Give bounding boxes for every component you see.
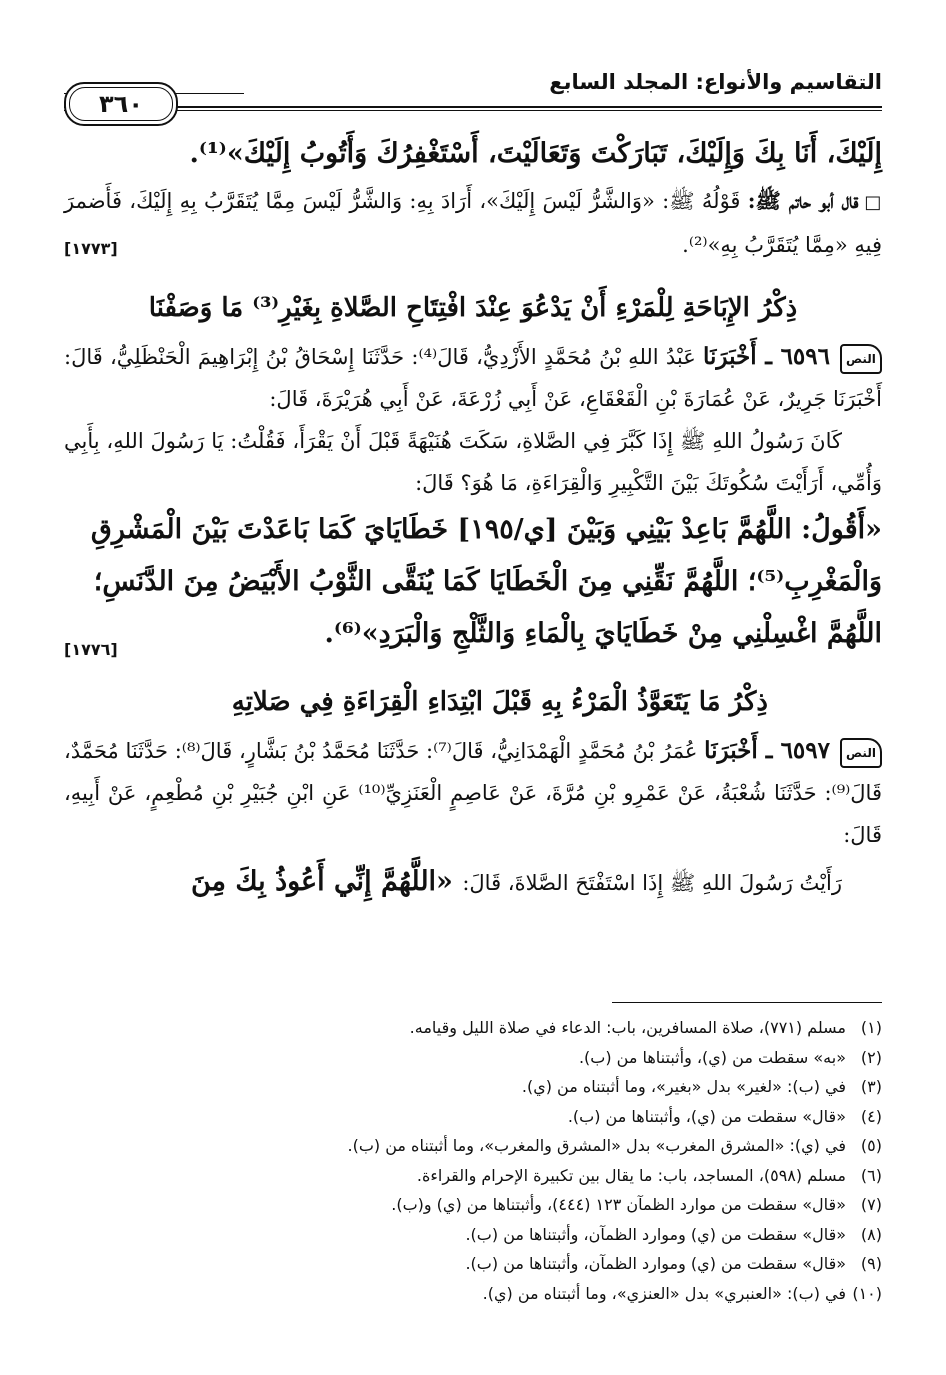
footnote-number: (٢) <box>860 1047 882 1067</box>
hadith-isnad <box>64 730 882 856</box>
page-number: ٣٦٠ <box>64 82 178 126</box>
isnad-text: عَبْدُ اللهِ بْنُ مُحَمَّدٍ الأَزْدِيُّ، قَالَ⁽⁴⁾: حَدَّثَنَا إِسْحَاقُ بْنُ إِبْرَاهِيمَ الْحَنْظَلِيُّ، قَالَ: أَخْبَرَنَا جَرِيرٌ، عَنْ عُمَارَةَ بْنِ الْقَعْقَاعِ، عَنْ أَبِي زُرْعَةَ، عَنْ أَبِي هُرَيْرَةَ، قَالَ: <box>64 345 882 411</box>
footnote-number: (٣) <box>860 1077 882 1096</box>
text-badge-icon: النص <box>840 344 882 374</box>
footnote-text: مسلم (٥٩٨)، المساجد، باب: ما يقال بين تكبيرة الإحرام والقراءة. <box>416 1165 846 1185</box>
footnote-text: في (ي): «المشرق المغرب» بدل «المشرق والمغرب»، وما أثبتناه من (ب). <box>347 1136 846 1155</box>
header-rule-thin <box>64 110 882 111</box>
footnote-text: في (ب): «العنبري» بدل «العنزي»، وما أثبتناه من (ي). <box>482 1283 846 1303</box>
square-marker-icon: □ <box>864 192 882 213</box>
hadith-ref: [١٧٧٦] <box>64 640 118 659</box>
footnote-number: (١) <box>860 1018 882 1037</box>
footnote-text: مسلم (٧٧١)، صلاة المسافرين، باب: الدعاء في صلاة الليل وقيامه. <box>409 1018 846 1037</box>
footnote-text: «قال» سقطت من (ي) وموارد الظمآن، وأثبتناها من (ب). <box>465 1254 846 1273</box>
footnote-text: «به» سقطت من (ي)، وأثبتناها من (ب). <box>578 1047 846 1067</box>
matn-text: رَأَيْتُ رَسُولَ اللهِ ﷺ إِذَا اسْتَفْتَحَ الصَّلاةَ، قَالَ: <box>462 871 842 895</box>
footnote <box>64 1013 882 1043</box>
footnote-number: (٩) <box>860 1254 882 1273</box>
footnote-text: في (ب): «لغير» بدل «بغير»، وما أثبتناه من (ي). <box>521 1077 846 1096</box>
footnote-text: «قال» سقطت من (ي)، وأثبتناها من (ب). <box>567 1106 846 1126</box>
footnote-number: (٤) <box>860 1106 882 1126</box>
main-text <box>64 128 882 909</box>
footnote <box>64 1131 882 1161</box>
footnote-number: (٥) <box>860 1136 882 1155</box>
footnote <box>64 1072 882 1102</box>
footnote-number: (٨) <box>860 1224 882 1244</box>
footnote <box>64 1161 882 1191</box>
note-label: قال أبو حاتم ﷺ: <box>747 188 859 213</box>
footnote <box>64 1220 882 1250</box>
running-title: التقاسيم والأنواع: المجلد السابع <box>549 70 882 94</box>
header-rule <box>64 106 882 108</box>
hadith-matn: كَانَ رَسُولُ اللهِ ﷺ إِذَا كَبَّرَ فِي الصَّلاةِ، سَكَتَ هُنَيْهَةً قَبْلَ أَنْ يَقْرَأَ، فَقُلْتُ: يَا رَسُولَ اللهِ، بِأَبِي وَأُمِّي، أَرَأَيْتَ سُكُوتَكَ بَيْنَ التَّكْبِيرِ وَالْقِرَاءَةِ، مَا هُوَ؟ قَالَ: <box>64 429 882 495</box>
chapter-heading: ذِكْرُ الإِبَاحَةِ لِلْمَرْءِ أَنْ يَدْعُوَ عِنْدَ افْتِتَاحِ الصَّلاةِ بِغَيْرِ⁽³⁾ مَا وَصَفْنَا <box>148 293 798 323</box>
dua-text: «أَقُولُ: اللَّهُمَّ بَاعِدْ بَيْنِي وَبَيْنَ [ي/١٩٥] خَطَايَايَ كَمَا بَاعَدْتَ بَيْنَ الْمَشْرِقِ وَالْمَغْرِبِ⁽⁵⁾؛ اللَّهُمَّ نَقِّنِي مِنَ الْخَطَايَا كَمَا يُنَقَّى الثَّوْبُ الأَبْيَضُ مِنَ الدَّنَسِ؛ اللَّهُمَّ اغْسِلْنِي مِنْ خَطَايَايَ بِالْمَاءِ وَالثَّلْجِ وَالْبَرَدِ»⁽⁶⁾. <box>90 514 882 649</box>
hadith-ref: [١٧٧٣] <box>64 239 118 258</box>
footnote-number: (٦) <box>860 1165 882 1185</box>
footnote-number: (١٠) <box>852 1283 882 1303</box>
footnote <box>64 1102 882 1132</box>
footnote-rule <box>612 1002 882 1003</box>
hadith-number: ٦٥٩٧ ـ أَخْبَرَنَا <box>704 737 830 764</box>
isnad-text: عُمَرُ بْنُ مُحَمَّدٍ الْهَمْدَانِيُّ، قَالَ⁽⁷⁾: حَدَّثَنَا مُحَمَّدُ بْنُ بَشَّارٍ، قَالَ⁽⁸⁾: حَدَّثَنَا مُحَمَّدٌ، قَالَ⁽⁹⁾: حَدَّثَنَا شُعْبَةُ، عَنْ عَمْرِو بْنِ مُرَّةَ، عَنْ عَاصِمٍ الْعَنَزِيِّ⁽¹⁰⁾ عَنِ ابْنِ جُبَيْرِ بْنِ مُطْعِمٍ، عَنْ أَبِيهِ، قَالَ: <box>64 739 882 847</box>
footnote <box>64 1249 882 1279</box>
footnote <box>64 1279 882 1309</box>
page-header <box>64 60 882 120</box>
hadith-number: ٦٥٩٦ ـ أَخْبَرَنَا <box>703 343 830 370</box>
footnote-text: «قال» سقطت من موارد الظمآن ١٢٣ (٤٤٤)، وأثبتناها من (ي) و(ب). <box>391 1195 846 1214</box>
hadith-isnad <box>64 336 882 420</box>
note-paragraph <box>64 180 882 266</box>
footnote-text: «قال» سقطت من (ي) وموارد الظمآن، وأثبتناها من (ب). <box>465 1224 846 1244</box>
hadith-dua <box>64 504 882 660</box>
note-text: قَوْلُهُ ﷺ: «وَالشَّرُّ لَيْسَ إِلَيْكَ»، أَرَادَ بِهِ: وَالشَّرُّ لَيْسَ مِمَّا يُتَقَرَّبُ بِهِ إِلَيْكَ، فَأَضمرَ فِيهِ «مِمَّا يُتَقَرَّبُ بِهِ»⁽²⁾. <box>64 189 882 257</box>
dua-text: «اللَّهُمَّ إِنِّي أَعُوذُ بِكَ مِنَ <box>190 866 453 897</box>
footnote-number: (٧) <box>860 1195 882 1214</box>
footnote <box>64 1190 882 1220</box>
footnote <box>64 1043 882 1073</box>
chapter-heading: ذِكْرُ مَا يَتَعَوَّذُ الْمَرْءُ بِهِ قَبْلَ ابْتِدَاءِ الْقِرَاءَةِ فِي صَلاتِهِ <box>231 687 768 717</box>
continuation-line: إِلَيْكَ، أَنَا بِكَ وَإِلَيْكَ، تَبَارَكْتَ وَتَعَالَيْتَ، أَسْتَغْفِرُكَ وَأَتُوبُ إِلَيْكَ»⁽¹⁾. <box>189 138 882 169</box>
text-badge-icon: النص <box>840 738 882 768</box>
hadith-matn <box>64 856 882 909</box>
footnotes <box>64 1013 882 1308</box>
